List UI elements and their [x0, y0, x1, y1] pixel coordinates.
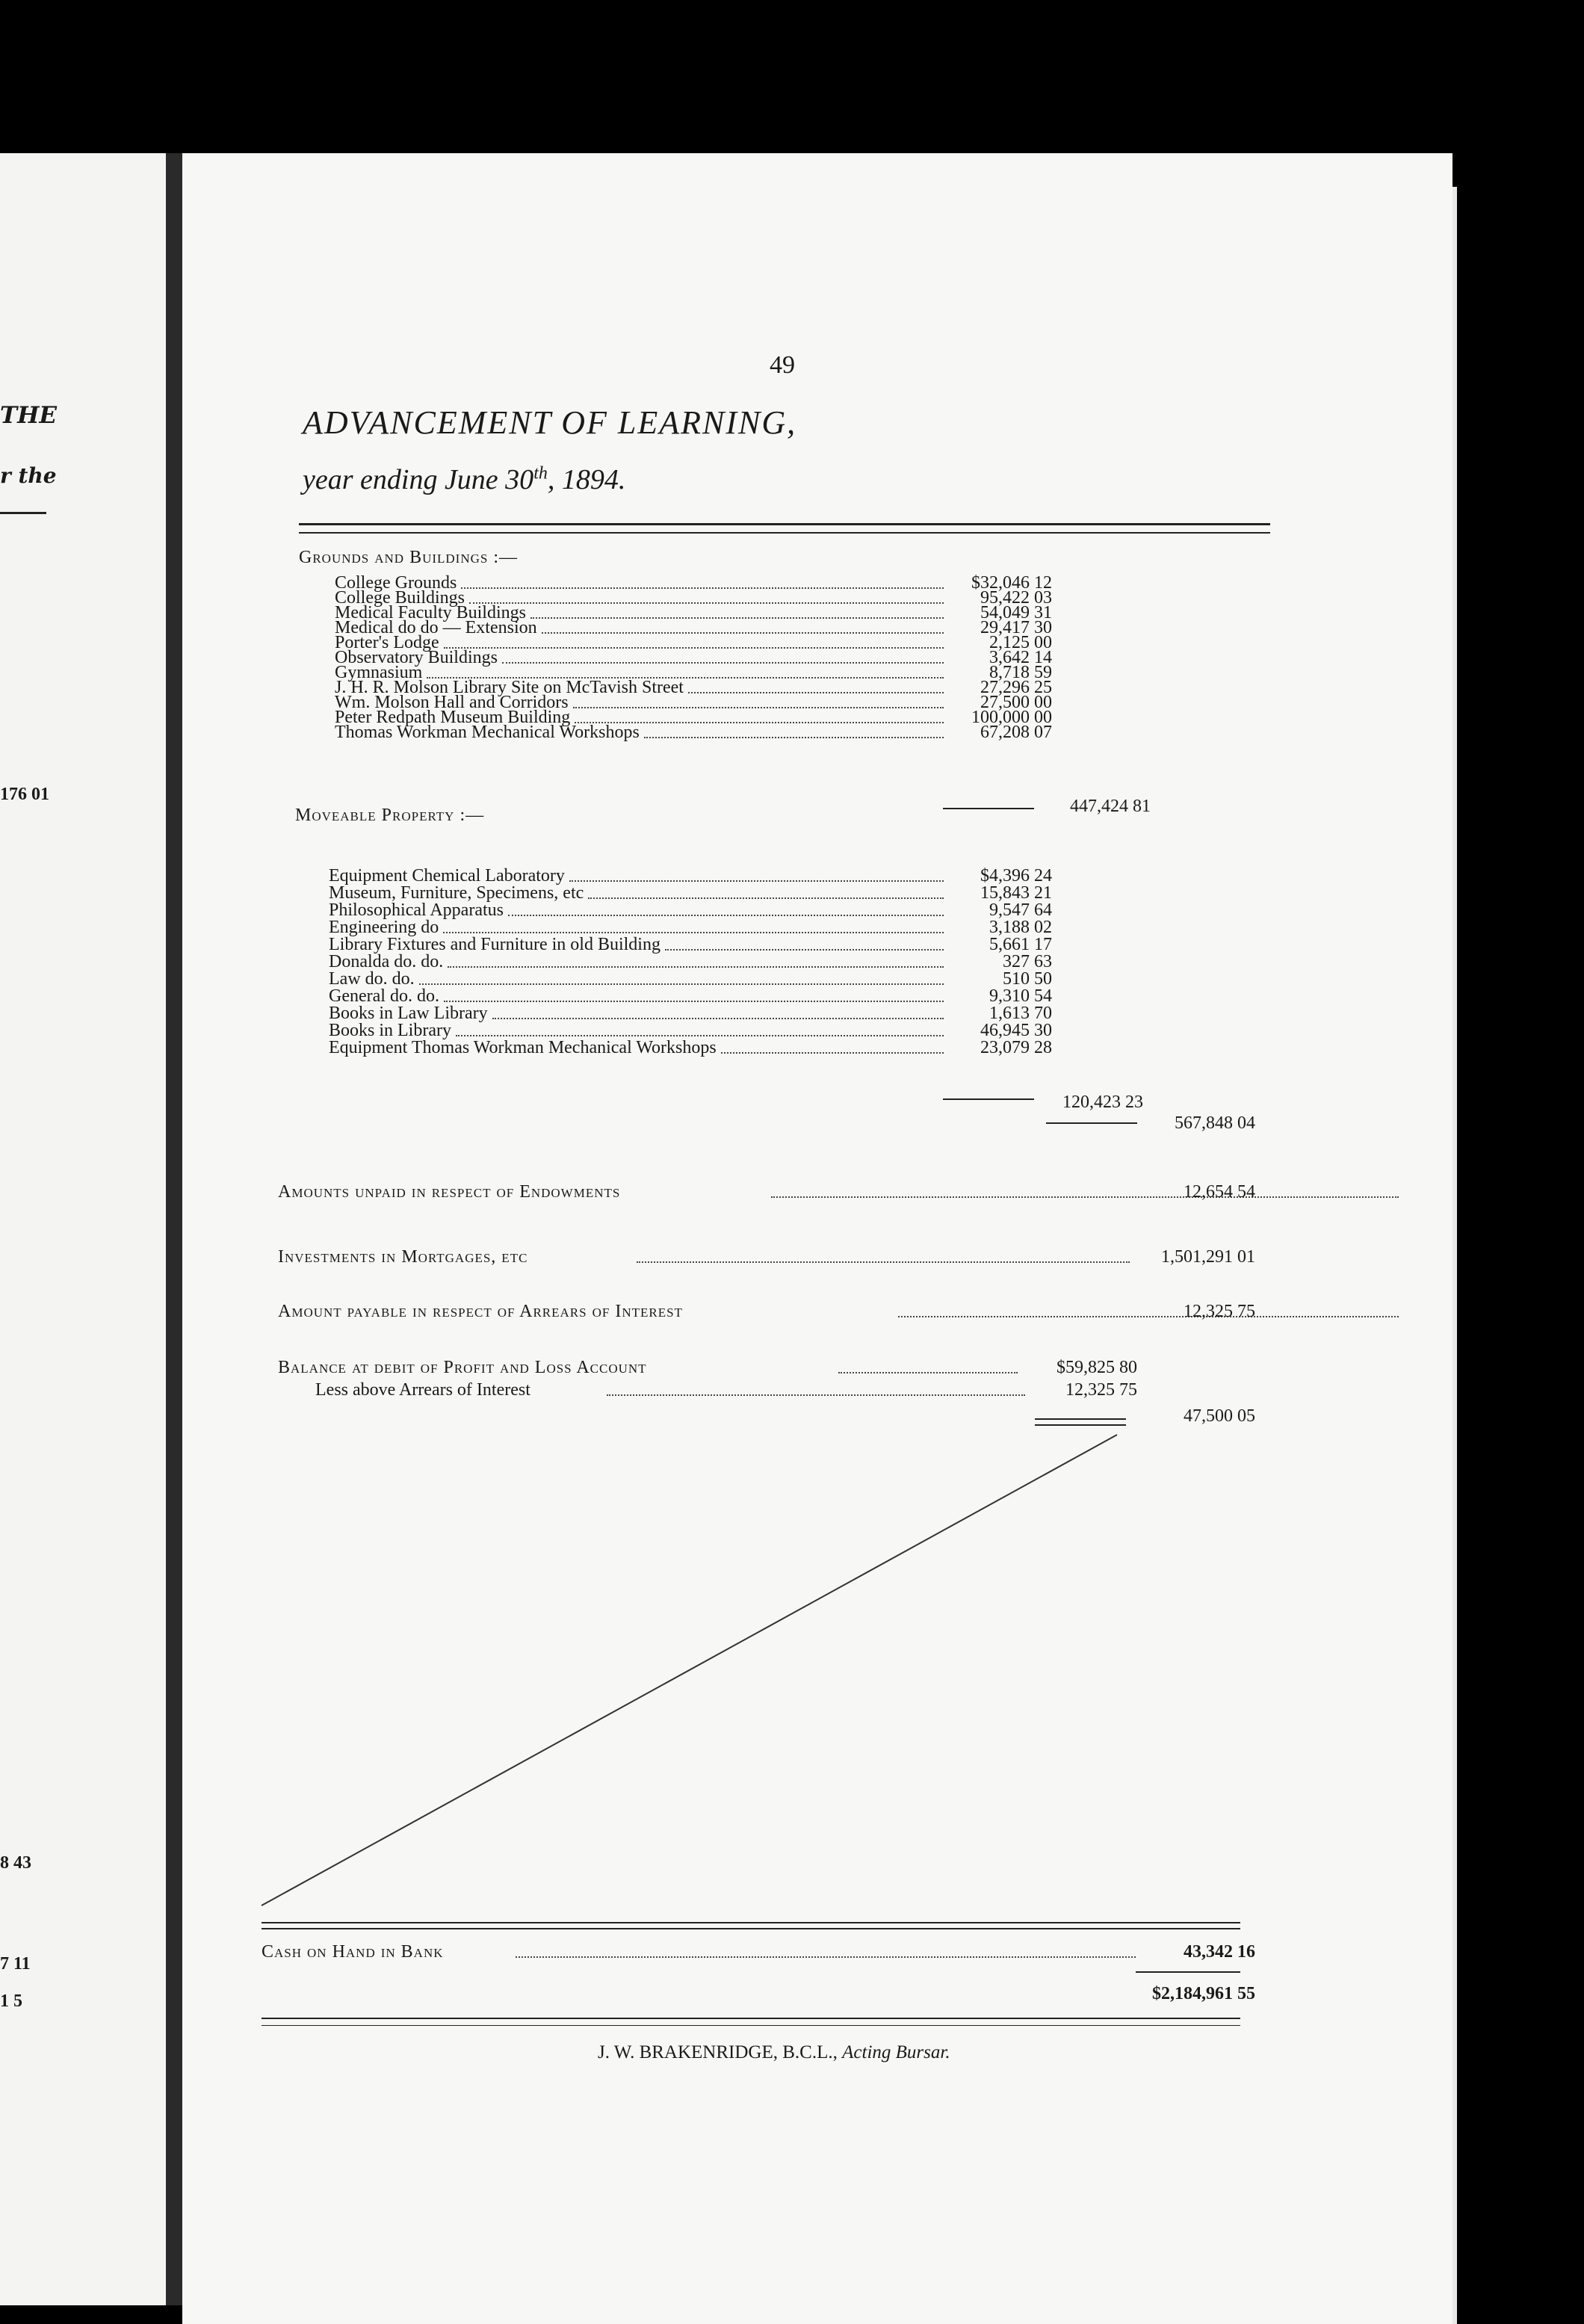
balance-amount: $59,825 80 [1056, 1358, 1137, 1377]
signature [598, 2042, 950, 2063]
balance-label: Balance at debit of Profit and Loss Account [278, 1358, 647, 1377]
moveable-item-amount: 510 50 [1003, 969, 1052, 989]
moveable-subtotal: 120,423 23 [1062, 1093, 1143, 1112]
cash-amount: 43,342 16 [1184, 1942, 1255, 1962]
moveable-item-label: Law do. do. [329, 969, 415, 989]
grounds-item-amount: 95,422 03 [980, 588, 1052, 608]
page-number: 49 [770, 351, 795, 379]
grounds-item-amount: 29,417 30 [980, 618, 1052, 637]
grounds-item-label: Thomas Workman Mechanical Workshops [335, 723, 640, 742]
moveable-item-amount: 9,310 54 [989, 986, 1052, 1006]
moveable-item-amount: 23,079 28 [980, 1038, 1052, 1057]
moveable-item-label: Engineering do [329, 918, 439, 937]
less-amount: 12,325 75 [1065, 1380, 1137, 1400]
grounds-item-label: College Grounds [335, 573, 457, 593]
grand-total: $2,184,961 55 [1152, 1984, 1255, 2003]
balance-total: 47,500 05 [1184, 1406, 1255, 1426]
moveable-item-amount: 46,945 30 [980, 1021, 1052, 1040]
grounds-item-label: Medical do do — Extension [335, 618, 537, 637]
subtitle-year: , 1894. [547, 464, 626, 495]
signature-name: J. W. BRAKENRIDGE, B.C.L., [598, 2042, 838, 2062]
grounds-item-label: Gymnasium [335, 663, 423, 682]
moveable-item-label: Donalda do. do. [329, 952, 444, 971]
amounts-unpaid-label: Amounts unpaid in respect of Endowments [278, 1182, 621, 1202]
left-amount-4: 1 5 [0, 1991, 22, 2011]
investments-label: Investments in Mortgages, etc [278, 1247, 528, 1267]
subtitle-sup: th [533, 463, 548, 483]
investments-amount: 1,501,291 01 [1161, 1247, 1255, 1267]
moveable-item-amount: 327 63 [1003, 952, 1052, 971]
moveable-item-label: General do. do. [329, 986, 439, 1006]
payable-label: Amount payable in respect of Arrears of Interest [278, 1302, 683, 1321]
grounds-item-amount: 54,049 31 [980, 603, 1052, 622]
moveable-item-label: Library Fixtures and Furniture in old Building [329, 935, 660, 954]
left-fragment-the: THE [0, 402, 57, 429]
grounds-item-label: Medical Faculty Buildings [335, 603, 526, 622]
moveable-item-amount: $4,396 24 [980, 866, 1052, 886]
grounds-item-amount: 27,500 00 [980, 693, 1052, 712]
grounds-item-label: Wm. Molson Hall and Corridors [335, 693, 569, 712]
cash-sum-rule [1136, 1971, 1240, 1973]
cash-label: Cash on Hand in Bank [262, 1942, 444, 1962]
moveable-item-label: Books in Law Library [329, 1004, 488, 1023]
moveable-item-label: Equipment Thomas Workman Mechanical Workshops [329, 1038, 717, 1057]
left-amount-1: 176 01 [0, 785, 49, 804]
moveable-total: 567,848 04 [1175, 1113, 1255, 1133]
grounds-item-label: Peter Redpath Museum Building [335, 708, 571, 727]
moveable-item-amount: 9,547 64 [989, 900, 1052, 920]
grounds-item-amount: 100,000 00 [971, 708, 1052, 727]
grounds-item-amount: 67,208 07 [980, 723, 1052, 742]
cash-top-rule [262, 1922, 1240, 1923]
grounds-item-label: Porter's Lodge [335, 633, 439, 652]
cash-leader [516, 1956, 1136, 1958]
grounds-item-label: J. H. R. Molson Library Site on McTavish Street [335, 678, 684, 697]
moveable-item-label: Museum, Furniture, Specimens, etc [329, 883, 584, 903]
moveable-item-amount: 3,188 02 [989, 918, 1052, 937]
moveable-item-amount: 5,661 17 [989, 935, 1052, 954]
grounds-heading: Grounds and Buildings :— [299, 548, 519, 567]
payable-amount: 12,325 75 [1184, 1302, 1255, 1321]
left-amount-3: 7 11 [0, 1954, 31, 1974]
bottom-rule-2 [262, 2025, 1240, 2026]
moveable-heading: Moveable Property :— [295, 806, 485, 825]
left-fragment-for-the: r the [0, 463, 57, 488]
amounts-unpaid-amount: 12,654 54 [1184, 1182, 1255, 1202]
moveable-item-label: Philosophical Apparatus [329, 900, 504, 920]
moveable-item-amount: 1,613 70 [989, 1004, 1052, 1023]
grounds-item-label: College Buildings [335, 588, 465, 608]
grounds-item-label: Observatory Buildings [335, 648, 498, 667]
cash-top-rule-2 [262, 1928, 1240, 1929]
page-title: ADVANCEMENT OF LEARNING, [303, 404, 797, 441]
grounds-item-amount: 3,642 14 [989, 648, 1052, 667]
left-amount-2: 8 43 [0, 1853, 31, 1873]
less-label: Less above Arrears of Interest [315, 1380, 530, 1400]
grounds-subtotal: 447,424 81 [1070, 797, 1151, 816]
grounds-item-amount: $32,046 12 [971, 573, 1052, 593]
grounds-item-amount: 27,296 25 [980, 678, 1052, 697]
moveable-item-label: Books in Library [329, 1021, 451, 1040]
moveable-item-label: Equipment Chemical Laboratory [329, 866, 565, 886]
grounds-item-amount: 2,125 00 [989, 633, 1052, 652]
signature-role: Acting Bursar. [842, 2042, 950, 2062]
bottom-rule [262, 2018, 1240, 2019]
grounds-item-amount: 8,718 59 [989, 663, 1052, 682]
moveable-item-amount: 15,843 21 [980, 883, 1052, 903]
subtitle-text: year ending June 30 [303, 464, 534, 495]
